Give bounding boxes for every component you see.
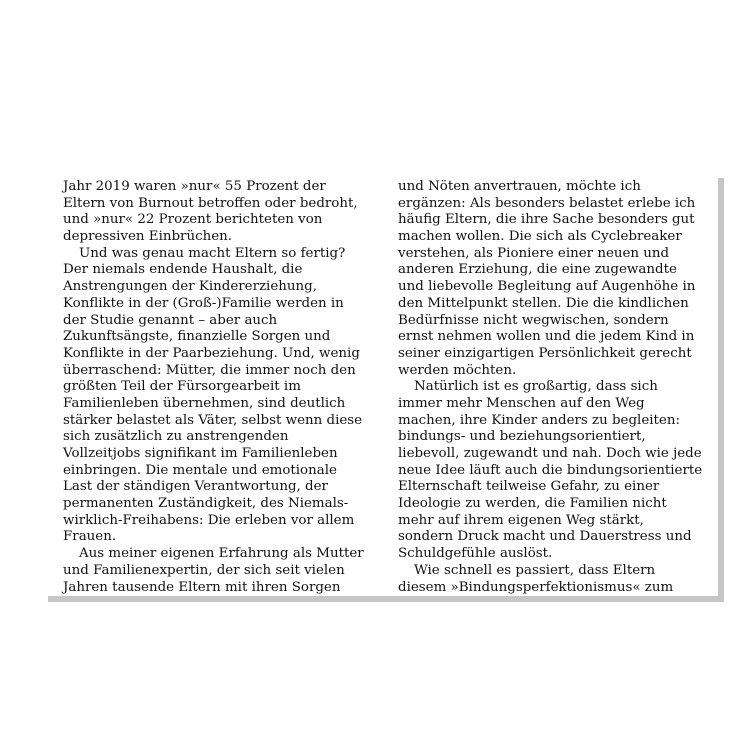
text-line: Konflikte in der (Groß-)Familie werden in <box>63 295 344 311</box>
text-line: machen, ihre Kinder anders zu begleiten: <box>398 412 680 428</box>
text-line: Last der ständigen Verantwortung, der <box>63 479 328 495</box>
text-line: und »nur« 22 Prozent berichteten von <box>63 212 323 228</box>
paragraph-start-line: Und was genau macht Eltern so fertig? <box>79 245 346 261</box>
text-line: und liebevolle Begleitung auf Augenhöhe in <box>398 279 696 295</box>
text-line: Anstrengungen der Kindererziehung, <box>63 279 317 295</box>
text-line: und Familienexpertin, der sich seit vielen <box>63 562 345 578</box>
text-line: Konflikte in der Paarbeziehung. Und, wenig <box>63 345 360 361</box>
text-line: und Nöten anvertrauen, möchte ich <box>398 179 641 194</box>
text-line: der Studie genannt – aber auch <box>63 312 278 328</box>
text-line: verstehen, als Pioniere einer neuen und <box>398 245 670 261</box>
text-line: sich zusätzlich zu anstrengenden <box>63 429 289 445</box>
text-line: Familienleben übernehmen, sind deutlich <box>63 395 346 411</box>
text-line: Zukunftsängste, finanzielle Sorgen und <box>63 329 331 345</box>
text-line: bindungs- und beziehungsorientiert, <box>398 429 646 445</box>
text-line: immer mehr Menschen auf den Weg <box>398 395 645 411</box>
text-line: Ideologie zu werden, die Familien nicht <box>398 496 667 512</box>
text-line: diesem »Bindungsperfektionismus« zum <box>398 579 674 595</box>
text-line: Elternschaft teilweise Gefahr, zu einer <box>398 479 660 495</box>
left-column <box>63 179 373 596</box>
paragraph-start-line: Natürlich ist es großartig, dass sich <box>414 379 658 395</box>
text-line: den Mittelpunkt stellen. Die die kindlichen <box>398 295 689 311</box>
text-line: Frauen. <box>63 529 117 545</box>
paragraph-start-line: Wie schnell es passiert, dass Eltern <box>414 562 656 578</box>
paragraph-start-line: Aus meiner eigenen Erfahrung als Mutter <box>79 546 364 562</box>
text-line: Der niemals endende Haushalt, die <box>63 262 303 278</box>
text-line: anderen Erziehung, die eine zugewandte <box>398 262 677 278</box>
text-line: Bedürfnisse nicht wegwischen, sondern <box>398 312 669 328</box>
text-line: Eltern von Burnout betroffen oder bedroht, <box>63 195 358 211</box>
text-line: mehr auf ihrem eigenen Weg stärkt, <box>398 512 644 528</box>
text-line: Jahren tausende Eltern mit ihren Sorgen <box>63 579 341 595</box>
text-line: häufig Eltern, die ihre Sache besonders gut <box>398 212 695 228</box>
text-line: seiner einzigartigen Persönlichkeit gerecht <box>398 345 692 361</box>
text-line: größten Teil der Fürsorgearbeit im <box>63 379 301 395</box>
text-line: machen wollen. Die sich als Cyclebreaker <box>398 229 682 245</box>
text-line: Vollzeitjobs signifikant im Familienleben <box>63 446 338 461</box>
text-line: Schuldgefühle auslöst. <box>398 546 553 562</box>
text-line: ernst nehmen wollen und die jedem Kind in <box>398 329 695 345</box>
right-column <box>398 179 708 596</box>
text-line: stärker belastet als Väter, selbst wenn diese <box>63 412 363 428</box>
text-line: Jahr 2019 waren »nur« 55 Prozent der <box>63 179 326 194</box>
text-line: wirklich-Freihabens: Die erleben vor allem <box>63 512 355 528</box>
text-line: überraschend: Mütter, die immer noch den <box>63 362 356 378</box>
text-line: einbringen. Die mentale und emotionale <box>63 462 337 478</box>
text-line: permanenten Zuständigkeit, des Niemals- <box>63 496 349 512</box>
text-line: werden möchten. <box>398 362 517 378</box>
text-line: neue Idee läuft auch die bindungsorientierte <box>398 462 703 478</box>
text-line: liebevoll, zugewandt und nah. Doch wie jede <box>398 446 702 461</box>
text-line: ergänzen: Als besonders belastet erlebe ich <box>398 195 696 211</box>
text-line: depressiven Einbrüchen. <box>63 229 232 245</box>
text-line: sondern Druck macht und Dauerstress und <box>398 529 692 545</box>
